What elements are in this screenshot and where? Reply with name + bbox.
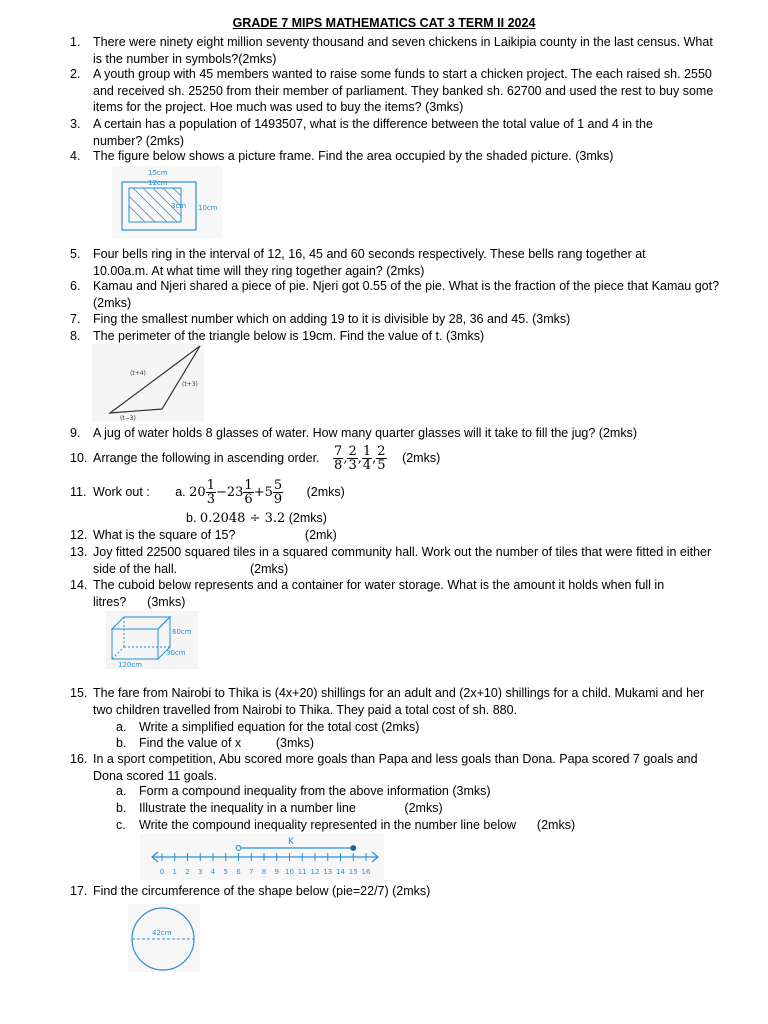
- inner-length-label: 12cm: [148, 179, 168, 187]
- question-text: Work out :: [93, 485, 150, 499]
- inner-side-label: 3cm: [171, 202, 187, 210]
- tick-label: 15: [348, 868, 358, 876]
- question-3: [70, 116, 720, 149]
- question-number: 7.: [70, 312, 81, 326]
- question-11: [70, 475, 720, 510]
- tick-label: 4: [210, 868, 216, 876]
- side-label-b: (t+3): [182, 381, 198, 388]
- question-text: A youth group with 45 members wanted to raise some funds to start a chicken project. The each raised sh. 2550 and received sh. 25250 from their member of parliament. They banked sh. 62700 and used the rest to buy some items for the project. Hoe much was used to buy the items? (3mks): [93, 67, 714, 114]
- question-12: [70, 527, 720, 544]
- tick-label: 7: [249, 868, 254, 876]
- sub-label-b: b.: [186, 511, 197, 525]
- sub-label: b.: [116, 801, 127, 815]
- figure-background: [128, 904, 200, 972]
- question-number: 10.: [70, 451, 88, 465]
- question-number: 5.: [70, 247, 81, 261]
- circle-figure: [128, 904, 200, 972]
- question-15: [70, 685, 720, 718]
- tick-label: 8: [261, 868, 267, 876]
- question-text: Find the circumference of the shape below (pie=22/7) (2mks): [93, 884, 431, 898]
- question-number: 3.: [70, 117, 81, 131]
- tick-label: 3: [198, 868, 203, 876]
- question-11-b: [70, 510, 720, 528]
- question-number: 16.: [70, 752, 88, 766]
- height-label: 60cm: [172, 628, 192, 636]
- tick-label: 14: [336, 868, 345, 876]
- sub-text: Form a compound inequality from the above information (3mks): [139, 784, 491, 798]
- question-text-row: [93, 475, 720, 510]
- question-1: [70, 34, 720, 67]
- question-text: Fing the smallest number which on adding 19 to it is divisible by 28, 36 and 45. (3mks): [93, 312, 571, 326]
- question-text: The cuboid below represents and a container for water storage. What is the amount it holds when full in litres? (3mks): [93, 578, 668, 609]
- marks: (2mks): [306, 485, 345, 499]
- number-line-figure: [140, 834, 384, 880]
- sub-question-16c: [116, 817, 575, 834]
- length-label: 120cm: [118, 661, 143, 669]
- question-number: 15.: [70, 686, 88, 700]
- marks: (2mks): [288, 511, 327, 525]
- fraction: $\frac{2}{3}$: [348, 444, 357, 474]
- question-number: 12.: [70, 528, 88, 542]
- question-text: Joy fitted 22500 squared tiles in a squared community hall. Work out the number of tiles that were fitted in either side of the hall. (2mks): [93, 545, 715, 576]
- side-label-a: (t+4): [130, 370, 146, 377]
- question-text: Kamau and Njeri shared a piece of pie. Njeri got 0.55 of the pie. What is the fraction of the piece that Kamau got? (2mks): [93, 279, 720, 310]
- sub-question-16a: [116, 783, 491, 800]
- question-text: What is the square of 15? (2mk): [93, 528, 337, 542]
- question-number: 1.: [70, 35, 81, 49]
- tick-label: 1: [172, 868, 177, 876]
- question-number: 11.: [70, 485, 87, 499]
- closed-circle: [351, 846, 356, 851]
- sub-text: Write a simplified equation for the total cost (2mks): [139, 720, 420, 734]
- question-number: 8.: [70, 329, 81, 343]
- question-text: In a sport competition, Abu scored more goals than Papa and less goals than Dona. Papa scored 7 goals and Dona scored 11 goals.: [93, 752, 698, 783]
- question-text: Arrange the following in ascending order.: [93, 451, 320, 465]
- question-number: 6.: [70, 279, 81, 293]
- question-9: [70, 425, 720, 442]
- fraction: $\frac{2}{5}$: [377, 444, 386, 474]
- width-label: 30cm: [166, 649, 186, 657]
- question-17: [70, 883, 720, 900]
- side-label-c: (t−3): [120, 415, 136, 422]
- sub-label: a.: [116, 720, 127, 734]
- picture-frame-figure: [112, 166, 222, 238]
- tick-label: 12: [310, 868, 320, 876]
- question-14: [70, 577, 720, 610]
- tick-label: 5: [223, 868, 228, 876]
- question-text: The perimeter of the triangle below is 19cm. Find the value of t. (3mks): [93, 329, 485, 343]
- sub-question-15a: [116, 719, 419, 736]
- question-text: There were ninety eight million seventy thousand and seven chickens in Laikipia county in the last census. What is the number in symbols?(2mks): [93, 35, 713, 66]
- sub-text: Find the value of x (3mks): [139, 736, 315, 750]
- tick-label: 6: [236, 868, 241, 876]
- outer-length-label: 15cm: [148, 169, 168, 177]
- sub-text: Illustrate the inequality in a number line (2mks): [139, 801, 443, 815]
- question-8: [70, 328, 720, 345]
- tick-label: 2: [185, 868, 190, 876]
- question-number: 14.: [70, 578, 88, 592]
- question-number: 4.: [70, 149, 81, 163]
- question-7: [70, 311, 720, 328]
- question-4: [70, 148, 720, 165]
- question-number: 9.: [70, 426, 81, 440]
- question-text: A certain has a population of 1493507, what is the difference between the total value of 1 and 4 in the number? (2mks): [93, 117, 653, 148]
- question-6: [70, 278, 720, 311]
- question-text: The fare from Nairobi to Thika is (4x+20) shillings for an adult and (2x+10) shillings for a child. Mukami and her two children travelled from Nairobi to Thika. They paid a total cost of sh. 880.: [93, 686, 705, 717]
- expression-b: 0.2048 ÷ 3.2: [199, 511, 286, 526]
- question-13: [70, 544, 720, 577]
- open-circle: [236, 846, 241, 851]
- sub-question-b: [186, 510, 720, 528]
- sub-text: Write the compound inequality represented in the number line below (2mks): [139, 818, 576, 832]
- sub-label: a.: [116, 784, 127, 798]
- cuboid-figure: [106, 611, 198, 669]
- question-number: 13.: [70, 545, 88, 559]
- question-text-row: Arrange the following in ascending order. $\frac{7}{8}$ , $\frac{2}{3}$ , $\frac{1}{4}$ , $\frac{2}{5}$ (2mks): [93, 444, 441, 474]
- question-5: [70, 246, 720, 279]
- tick-label: 10: [285, 868, 294, 876]
- fraction: $\frac{7}{8}$: [334, 444, 343, 474]
- marks: (2mks): [402, 451, 441, 465]
- fraction: $\frac{1}{4}$: [362, 444, 372, 474]
- question-text: Four bells ring in the interval of 12, 16, 45 and 60 seconds respectively. These bells rang together at 10.00a.m. At what time will they ring together again? (2mks): [93, 247, 646, 278]
- question-10: [70, 441, 720, 476]
- sub-question-16b: [116, 800, 443, 817]
- side-length-label: 10cm: [198, 204, 218, 212]
- tick-label: 11: [297, 868, 307, 876]
- question-text: A jug of water holds 8 glasses of water. How many quarter glasses will it take to fill the jug? (2mks): [93, 426, 637, 440]
- tick-label: 0: [159, 868, 165, 876]
- sub-label: b.: [116, 736, 127, 750]
- sub-question-15b: [116, 735, 314, 752]
- question-text: The figure below shows a picture frame. Find the area occupied by the shaded picture. (3mks): [93, 149, 614, 163]
- page-title: GRADE 7 MIPS MATHEMATICS CAT 3 TERM II 2024: [232, 16, 536, 30]
- sub-label: c.: [116, 818, 126, 832]
- question-16: [70, 751, 720, 784]
- question-number: 2.: [70, 67, 81, 81]
- expression-a: 20 $\frac{1}{3}$ −23 $\frac{1}{6}$ +5 $\frac{5}{9}$: [189, 478, 283, 507]
- tick-label: 13: [323, 868, 333, 876]
- interval-label: K: [288, 837, 294, 847]
- tick-label: 16: [361, 868, 371, 876]
- tick-label: 9: [274, 868, 279, 876]
- question-2: [70, 66, 720, 116]
- sub-label-a: a.: [175, 485, 186, 499]
- diameter-label: 42cm: [152, 929, 172, 937]
- triangle-figure: [92, 344, 204, 422]
- question-number: 17.: [70, 884, 88, 898]
